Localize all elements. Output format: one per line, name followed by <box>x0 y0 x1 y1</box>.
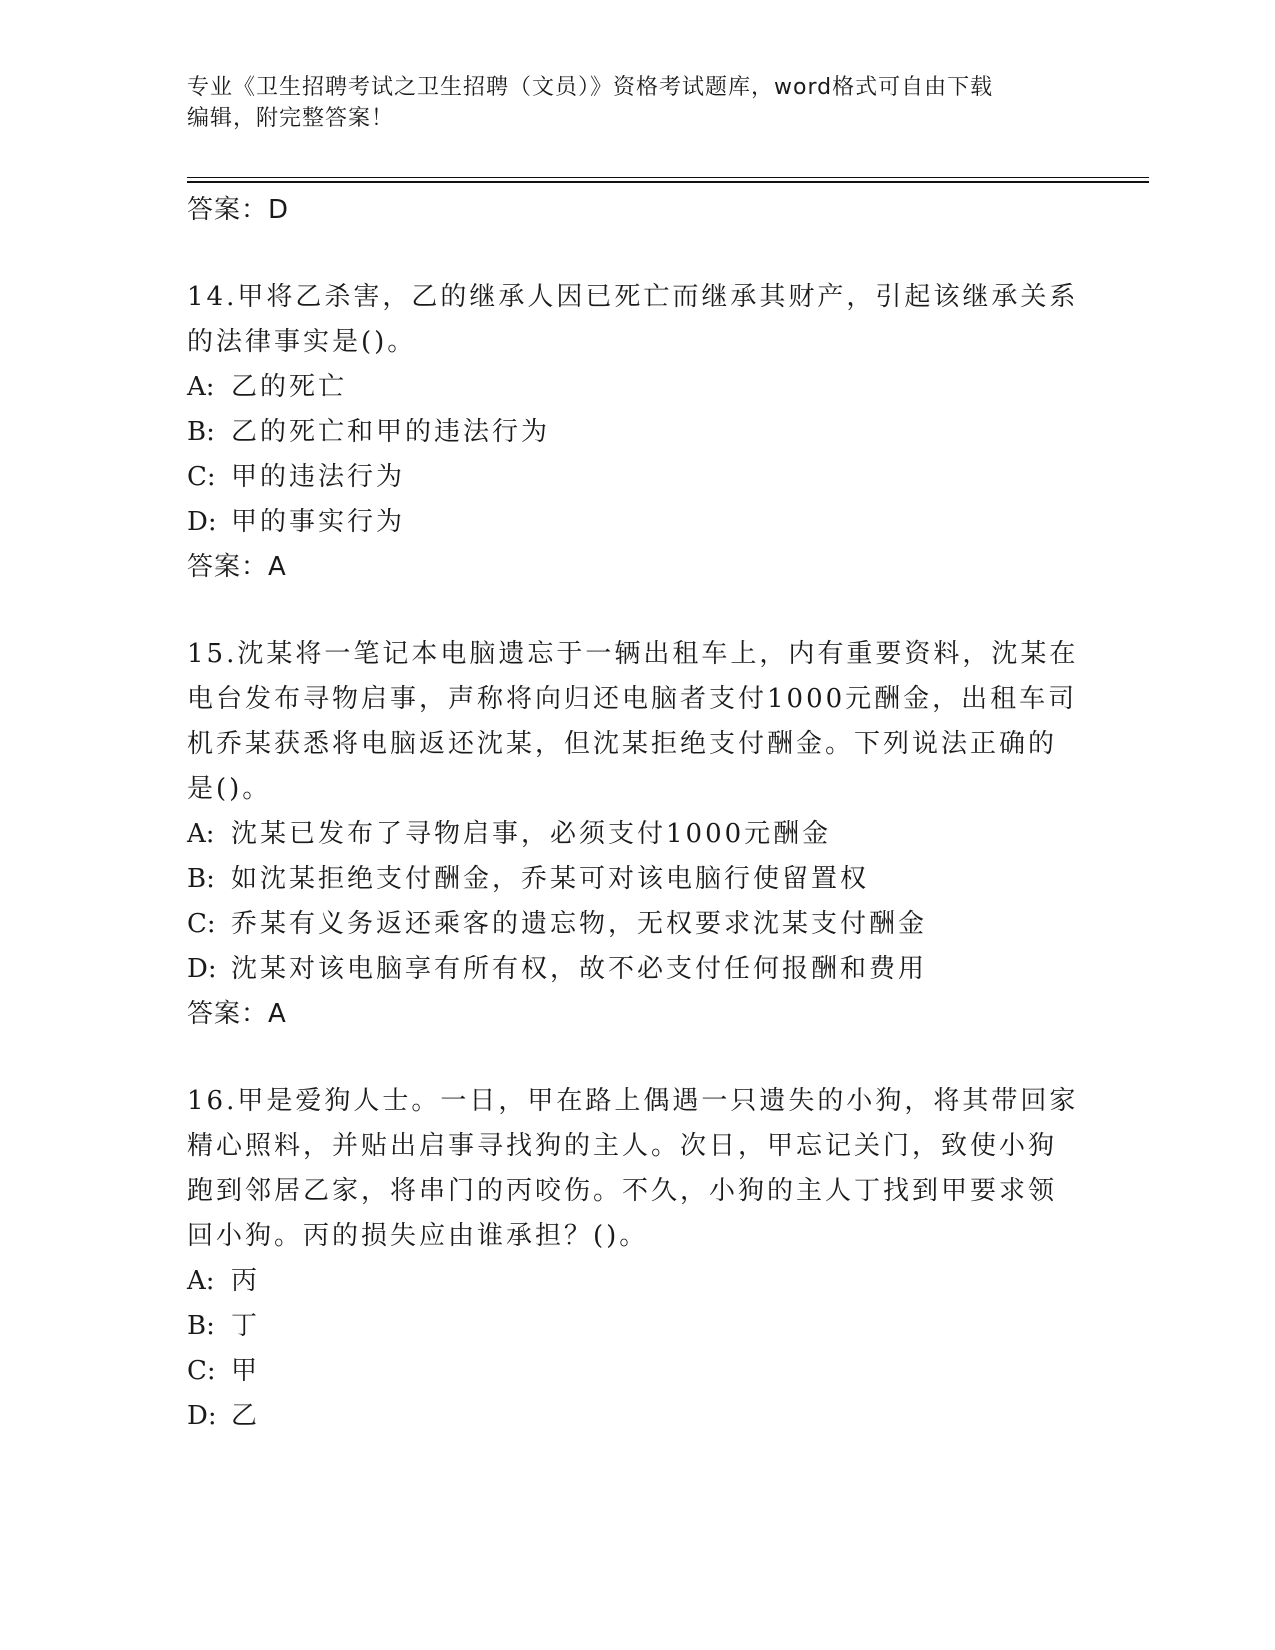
question-15 <box>187 632 1087 1036</box>
option-text: 沈某已发布了寻物启事，必须支付1000元酬金 <box>231 819 832 849</box>
option-d <box>187 947 1087 992</box>
question-text-line: 的法律事实是()。 <box>187 327 417 357</box>
document-body <box>187 188 1087 1439</box>
option-letter: A: <box>187 1266 215 1296</box>
question-text-line: 16.甲是爱狗人士。一日，甲在路上偶遇一只遗失的小狗，将其带回家 <box>187 1086 1079 1116</box>
question-text-line: 回小狗。丙的损失应由谁承担？()。 <box>187 1221 649 1251</box>
option-letter: B: <box>187 1311 215 1341</box>
option-letter: B: <box>187 864 215 894</box>
option-b <box>187 857 1087 902</box>
option-text: 丙 <box>231 1266 261 1296</box>
question-text-line: 是()。 <box>187 774 272 804</box>
header-line-1: 专业《卫生招聘考试之卫生招聘（文员）》资格考试题库，word格式可自由下载 <box>187 75 994 100</box>
option-c <box>187 1349 1087 1394</box>
option-letter: A: <box>187 372 215 402</box>
option-text: 丁 <box>231 1311 261 1341</box>
header-rule-thick <box>187 181 1149 183</box>
option-letter: B: <box>187 417 215 447</box>
answer-value: A <box>268 999 287 1029</box>
header-rule-thin <box>187 177 1149 178</box>
question-text-line: 电台发布寻物启事，声称将向归还电脑者支付1000元酬金，出租车司 <box>187 684 1078 714</box>
option-text: 甲 <box>231 1356 261 1386</box>
option-text: 乙 <box>231 1401 261 1431</box>
option-letter: D: <box>187 1401 217 1431</box>
answer-label: 答案： <box>187 552 269 582</box>
option-d <box>187 500 1087 545</box>
option-letter: C: <box>187 462 216 492</box>
answer-line-15 <box>187 992 1087 1036</box>
question-text-line: 15.沈某将一笔记本电脑遗忘于一辆出租车上，内有重要资料，沈某在 <box>187 639 1079 669</box>
question-text-line: 精心照料，并贴出启事寻找狗的主人。次日，甲忘记关门，致使小狗 <box>187 1131 1058 1161</box>
header-line-2: 编辑，附完整答案！ <box>187 106 395 131</box>
option-letter: D: <box>187 507 217 537</box>
option-text: 乙的死亡 <box>231 372 348 402</box>
answer-label: 答案： <box>187 195 269 225</box>
document-header <box>187 72 1087 134</box>
option-b <box>187 410 1087 455</box>
option-a <box>187 1259 1087 1304</box>
question-text-line: 14.甲将乙杀害，乙的继承人因已死亡而继承其财产，引起该继承关系 <box>187 282 1079 312</box>
answer-line-14 <box>187 545 1087 589</box>
answer-line-13 <box>187 188 1087 232</box>
question-14 <box>187 275 1087 589</box>
option-text: 乙的死亡和甲的违法行为 <box>231 417 551 447</box>
option-letter: A: <box>187 819 215 849</box>
option-text: 甲的违法行为 <box>231 462 406 492</box>
question-text-line: 机乔某获悉将电脑返还沈某，但沈某拒绝支付酬金。下列说法正确的 <box>187 729 1058 759</box>
answer-value: D <box>268 195 290 225</box>
option-c <box>187 455 1087 500</box>
option-c <box>187 902 1087 947</box>
option-letter: C: <box>187 1356 216 1386</box>
answer-value: A <box>268 552 287 582</box>
option-text: 乔某有义务返还乘客的遗忘物，无权要求沈某支付酬金 <box>231 909 928 939</box>
question-16 <box>187 1079 1087 1439</box>
option-letter: D: <box>187 954 217 984</box>
option-b <box>187 1304 1087 1349</box>
option-text: 甲的事实行为 <box>231 507 406 537</box>
option-text: 如沈某拒绝支付酬金，乔某可对该电脑行使留置权 <box>231 864 870 894</box>
option-text: 沈某对该电脑享有所有权，故不必支付任何报酬和费用 <box>231 954 928 984</box>
option-d <box>187 1394 1087 1439</box>
answer-label: 答案： <box>187 999 269 1029</box>
option-a <box>187 812 1087 857</box>
option-letter: C: <box>187 909 216 939</box>
option-a <box>187 365 1087 410</box>
question-text-line: 跑到邻居乙家，将串门的丙咬伤。不久，小狗的主人丁找到甲要求领 <box>187 1176 1058 1206</box>
